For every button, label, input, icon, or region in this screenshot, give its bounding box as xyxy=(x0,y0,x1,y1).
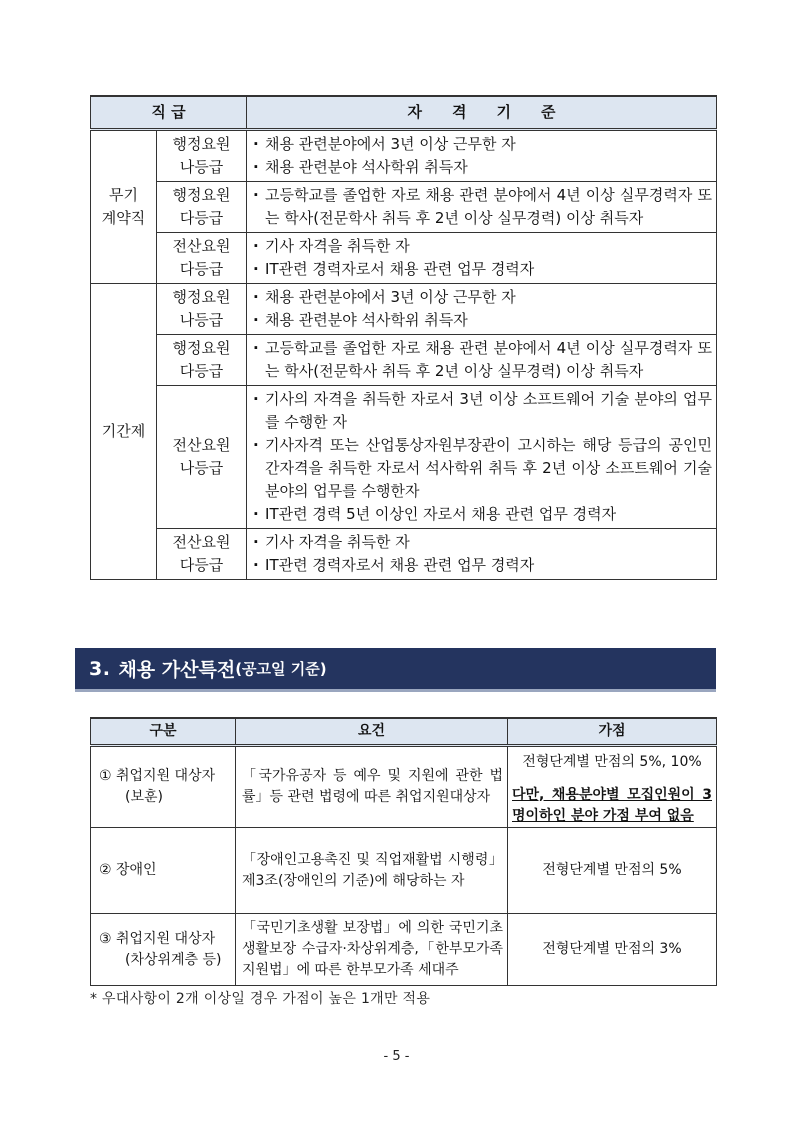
criteria-item: · 채용 관련분야에서 3년 이상 근무한 자 xyxy=(253,133,712,156)
grade-cell: 행정요원 나등급 xyxy=(157,284,247,335)
requirement-cell: 「장애인고용촉진 및 직업재활법 시행령」제3조(장애인의 기준)에 해당하는 자 xyxy=(236,828,508,914)
requirement-cell: 「국가유공자 등 예우 및 지원에 관한 법률」등 관련 법령에 따른 취업지원대상자 xyxy=(236,746,508,828)
criteria-cell xyxy=(247,335,717,386)
points-note: 다만, 채용분야별 모집인원이 3명이하인 분야 가점 부여 없음 xyxy=(512,786,712,824)
points-cell: 전형단계별 만점의 5% xyxy=(508,828,717,914)
table-row xyxy=(91,233,717,284)
criteria-cell xyxy=(247,386,717,529)
criteria-cell xyxy=(247,529,717,580)
table-row xyxy=(91,284,717,335)
category-label: ② 장애인 xyxy=(99,862,157,878)
table-row xyxy=(91,914,717,986)
criteria-item: · 고등학교를 졸업한 자로 채용 관련 분야에서 4년 이상 실무경력자 또는 학사(전문학사 취득 후 2년 이상 실무경력) 이상 취득자 xyxy=(253,184,712,230)
table-row xyxy=(91,182,717,233)
criteria-item: · 고등학교를 졸업한 자로 채용 관련 분야에서 4년 이상 실무경력자 또는 학사(전문학사 취득 후 2년 이상 실무경력) 이상 취득자 xyxy=(253,337,712,383)
section-number: 3. xyxy=(89,657,111,680)
points-cell xyxy=(508,746,717,828)
grade-cell: 행정요원 다등급 xyxy=(157,335,247,386)
footnote: * 우대사항이 2개 이상일 경우 가점이 높은 1개만 적용 xyxy=(90,991,431,1007)
grade-cell: 전산요원 다등급 xyxy=(157,233,247,284)
criteria-item: · IT관련 경력자로서 채용 관련 업무 경력자 xyxy=(253,258,712,281)
category-header: 구분 xyxy=(91,718,236,746)
bonus-header-row xyxy=(91,718,717,746)
category-cell xyxy=(91,914,236,986)
points-value: 전형단계별 만점의 5%, 10% xyxy=(522,753,702,770)
rank-header: 직 급 xyxy=(91,96,247,130)
criteria-item: · IT관련 경력 5년 이상인 자로서 채용 관련 업무 경력자 xyxy=(253,503,712,526)
category-label: ① 취업지원 대상자 xyxy=(99,768,216,784)
criteria-item: · 채용 관련분야 석사학위 취득자 xyxy=(253,309,712,332)
rank-cell: 무기 계약직 xyxy=(91,130,157,284)
criteria-cell xyxy=(247,233,717,284)
criteria-cell xyxy=(247,284,717,335)
category-label: ③ 취업지원 대상자 xyxy=(99,930,216,947)
criteria-cell xyxy=(247,182,717,233)
criteria-item: · 기사 자격을 취득한 자 xyxy=(253,235,712,258)
criteria-item: · 채용 관련분야에서 3년 이상 근무한 자 xyxy=(253,286,712,309)
section-heading xyxy=(75,648,716,692)
category-sublabel: (보훈) xyxy=(125,789,163,805)
table-row xyxy=(91,386,717,529)
requirement-header: 요건 xyxy=(236,718,508,746)
page-number: - 5 - xyxy=(383,1049,410,1064)
table-row xyxy=(91,335,717,386)
grade-cell: 전산요원 나등급 xyxy=(157,386,247,529)
table-row xyxy=(91,746,717,828)
criteria-item: · 기사자격 또는 산업통상자원부장관이 고시하는 해당 등급의 공인민간자격을 취득한 자로서 석사학위 취득 후 2년 이상 소프트웨어 기술 분야의 업무를 수행한자 xyxy=(253,434,712,503)
category-cell xyxy=(91,828,236,914)
grade-cell: 전산요원 다등급 xyxy=(157,529,247,580)
points-header: 가점 xyxy=(508,718,717,746)
category-sublabel: (차상위계층 등) xyxy=(125,951,222,968)
grade-cell: 행정요원 다등급 xyxy=(157,182,247,233)
table-row xyxy=(91,529,717,580)
qualification-header-row xyxy=(91,96,717,130)
rank-cell: 기간제 xyxy=(91,284,157,580)
criteria-item: · IT관련 경력자로서 채용 관련 업무 경력자 xyxy=(253,554,712,577)
criteria-item: · 채용 관련분야 석사학위 취득자 xyxy=(253,156,712,179)
criteria-item: · 기사 자격을 취득한 자 xyxy=(253,531,712,554)
table-row xyxy=(91,130,717,182)
criteria-header: 자 격 기 준 xyxy=(247,96,717,130)
requirement-cell: 「국민기초생활 보장법」에 의한 국민기초생활보장 수급자·차상위계층,「한부모가족지원법」에 따른 한부모가족 세대주 xyxy=(236,914,508,986)
table-row xyxy=(91,828,717,914)
section-subtitle: (공고일 기준) xyxy=(235,660,327,678)
section-title: 채용 가산특전 xyxy=(118,659,236,681)
points-cell: 전형단계별 만점의 3% xyxy=(508,914,717,986)
criteria-cell xyxy=(247,130,717,182)
category-cell xyxy=(91,746,236,828)
qualification-table xyxy=(90,95,717,580)
bonus-points-table xyxy=(90,717,717,986)
criteria-item: · 기사의 자격을 취득한 자로서 3년 이상 소프트웨어 기술 분야의 업무를 수행한 자 xyxy=(253,388,712,434)
grade-cell: 행정요원 나등급 xyxy=(157,130,247,182)
